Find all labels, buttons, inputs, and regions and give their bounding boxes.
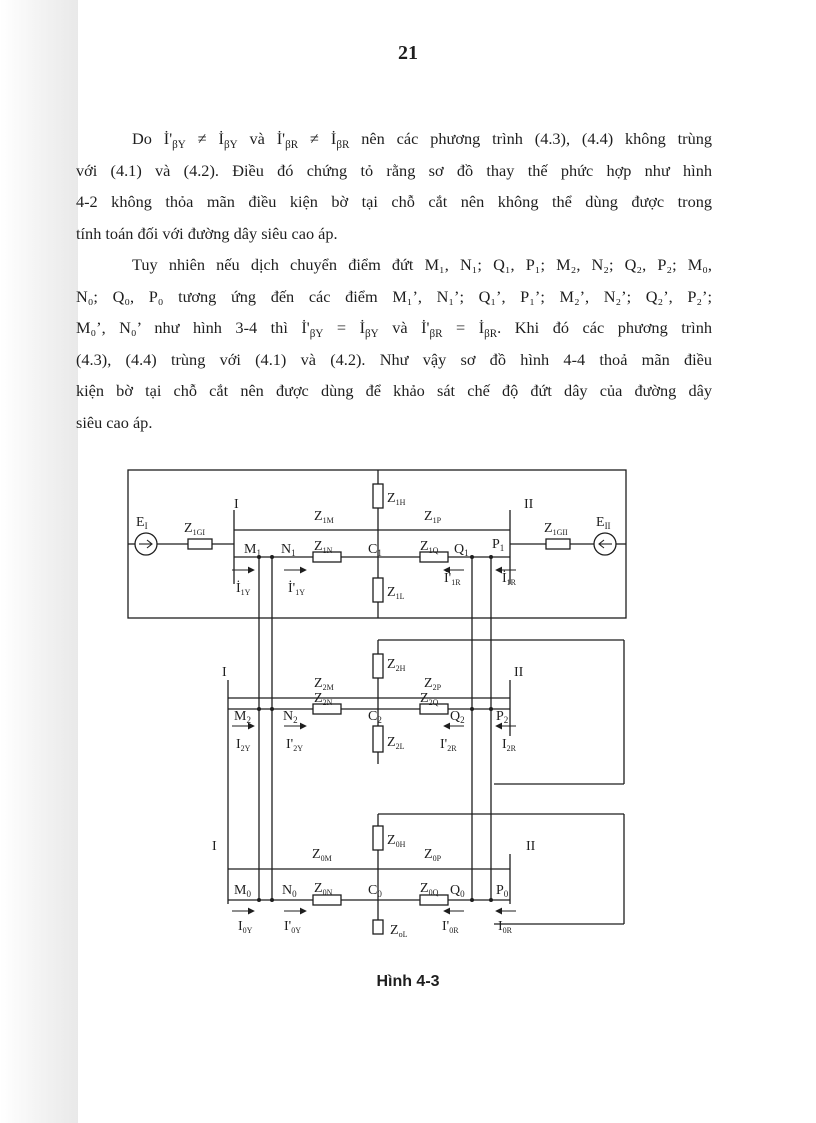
s3-ir-label: $I_{0R}$ — [498, 919, 513, 935]
s1-zh-resistor — [373, 484, 383, 508]
s3-zl-resistor — [373, 920, 383, 934]
s2-zm-label: $Z_{2M}$ — [314, 676, 334, 692]
s1-zl-resistor — [373, 578, 383, 602]
circuit-figure — [118, 464, 638, 939]
s2-m-label: $M_2$ — [234, 709, 251, 725]
s3-ipr-label: $I'_{0R}$ — [442, 919, 459, 935]
s2-ipy-label: $I'_{2Y}$ — [286, 737, 303, 753]
figure-caption: Hình 4-3 — [376, 973, 440, 990]
s2-bus-i-label: I — [222, 665, 227, 680]
paragraph-2-line-1: Tuy nhiên nếu dịch chuyển điểm đứt M₁, N₁; Q₁, P₁; M₂, N₂; Q₂, P₂; M₀, — [132, 255, 712, 274]
s3-m-label: $M_0$ — [234, 883, 251, 899]
paragraph-1-line-4: tính toán đối với đường dây siêu cao áp. — [76, 223, 338, 243]
s3-c-label: $C_0$ — [368, 883, 382, 899]
s1-zq-label: $Z_{1Q}$ — [420, 539, 439, 555]
s2-ipr-label: $I'_{2R}$ — [440, 737, 457, 753]
s3-zm-label: $Z_{0M}$ — [312, 847, 332, 863]
s1-q-label: $Q_1$ — [454, 542, 469, 558]
s3-iy-label: $I_{0Y}$ — [238, 919, 253, 935]
cross-connections — [228, 557, 491, 900]
s1-eii-label: $E_{II}$ — [596, 515, 611, 531]
circuit-diagram — [118, 464, 638, 939]
page-number: 21 — [398, 42, 418, 64]
s3-n-label: $N_0$ — [282, 883, 297, 899]
s1-zp-label: $Z_{1P}$ — [424, 509, 442, 525]
s2-zl-resistor — [373, 726, 383, 752]
s2-p-label: $P_2$ — [496, 709, 509, 725]
s1-zm-label: $Z_{1M}$ — [314, 509, 334, 525]
body-text — [76, 123, 712, 438]
s1-zg1-resistor — [188, 539, 212, 549]
s1-zn-label: $Z_{1N}$ — [314, 539, 333, 555]
s2-zh-label: $Z_{2H}$ — [387, 657, 406, 673]
s1-zg2-label: $Z_{1GII}$ — [544, 521, 568, 537]
paragraph-1-line-1: Do $İ'_{\beta Y}$ ≠ $İ_{\beta Y}$ và $İ'_{\beta R}$ ≠ $İ_{\beta R}$ nên các phương trình (4.3), (4.4) không trùng — [132, 129, 712, 151]
s3-zq-label: $Z_{0Q}$ — [420, 881, 439, 897]
s3-p-label: $P_0$ — [496, 883, 509, 899]
s3-ipy-label: $I'_{0Y}$ — [284, 919, 301, 935]
s1-zg2-resistor — [546, 539, 570, 549]
s3-bus-ii-label: II — [526, 839, 536, 854]
s3-zn-label: $Z_{0N}$ — [314, 881, 333, 897]
paragraph-2-line-5: kiện bờ tại chỗ cắt nên được dùng để khảo sát chế độ đứt dây của đường dây — [76, 381, 712, 400]
s1-ipr-label: $İ'_{1R}$ — [444, 571, 461, 587]
paragraph-2-line-4: (4.3), (4.4) trùng với (4.1) và (4.2). Như vậy sơ đồ hình 4-4 thoả mãn điều — [76, 349, 712, 369]
s1-bus-ii-label: II — [524, 497, 534, 512]
s1-ir-label: $İ_{1R}$ — [502, 571, 517, 587]
s1-ipy-label: $İ'_{1Y}$ — [288, 581, 305, 597]
s3-zl-label: $Z_{oL}$ — [390, 923, 408, 939]
s1-iy-label: $İ_{1Y}$ — [236, 581, 251, 597]
s2-zh-resistor — [373, 654, 383, 678]
s3-zh-label: $Z_{0H}$ — [387, 833, 406, 849]
s3-bus-i-label: I — [212, 839, 217, 854]
s1-c-label: $C_1$ — [368, 542, 382, 558]
s1-zl-label: $Z_{1L}$ — [387, 585, 405, 601]
section-3 — [228, 814, 624, 934]
s1-zh-label: $Z_{1H}$ — [387, 491, 406, 507]
s3-zh-resistor — [373, 826, 383, 850]
s2-n-label: $N_2$ — [283, 709, 298, 725]
paragraph-1 — [76, 123, 712, 249]
paragraph-2-line-6: siêu cao áp. — [76, 412, 153, 432]
s1-e1-label: $E_I$ — [136, 515, 148, 531]
paragraph-1-line-2: với (4.1) và (4.2). Điều đó chứng tỏ rằng sơ đồ thay thế phức hợp như hình — [76, 160, 712, 180]
s1-p-label: $P_1$ — [492, 537, 505, 553]
s2-c-label: $C_2$ — [368, 709, 382, 725]
s2-ir-label: $I_{2R}$ — [502, 737, 517, 753]
s1-zg1-label: $Z_{1GI}$ — [184, 521, 206, 537]
s1-m-label: $M_1$ — [244, 542, 261, 558]
s2-iy-label: $I_{2Y}$ — [236, 737, 251, 753]
s1-bus-i-label: I — [234, 497, 239, 512]
scan-edge-shading — [0, 0, 78, 1123]
s3-q-label: $Q_0$ — [450, 883, 465, 899]
current-arrows — [232, 570, 516, 911]
s2-q-label: $Q_2$ — [450, 709, 465, 725]
s1-n-label: $N_1$ — [281, 542, 296, 558]
s2-zq-label: $Z_{2Q}$ — [420, 691, 439, 707]
paragraph-1-line-3: 4-2 không thỏa mãn điều kiện bờ tại chỗ cắt nên không thể dùng được trong — [76, 192, 712, 211]
s2-bus-ii-label: II — [514, 665, 524, 680]
s3-zp-label: $Z_{0P}$ — [424, 847, 442, 863]
s2-zp-label: $Z_{2P}$ — [424, 676, 442, 692]
paragraph-2-line-3: M₀’, N₀’ như hình 3-4 thì $İ'_{\beta Y}$ = $İ_{\beta Y}$ và $İ'_{\beta R}$ = $İ_{\beta R}$. Khi đó các phương trình — [76, 318, 712, 340]
s2-zn-label: $Z_{2N}$ — [314, 691, 333, 707]
circuit-labels — [136, 491, 611, 939]
s2-zl-label: $Z_{2L}$ — [387, 735, 405, 751]
paragraph-2 — [76, 249, 712, 438]
paragraph-2-line-2: N₀; Q₀, P₀ tương ứng đến các điểm M₁’, N₁’; Q₁’, P₁’; M₂’, N₂’; Q₂’, P₂’; — [76, 286, 712, 306]
